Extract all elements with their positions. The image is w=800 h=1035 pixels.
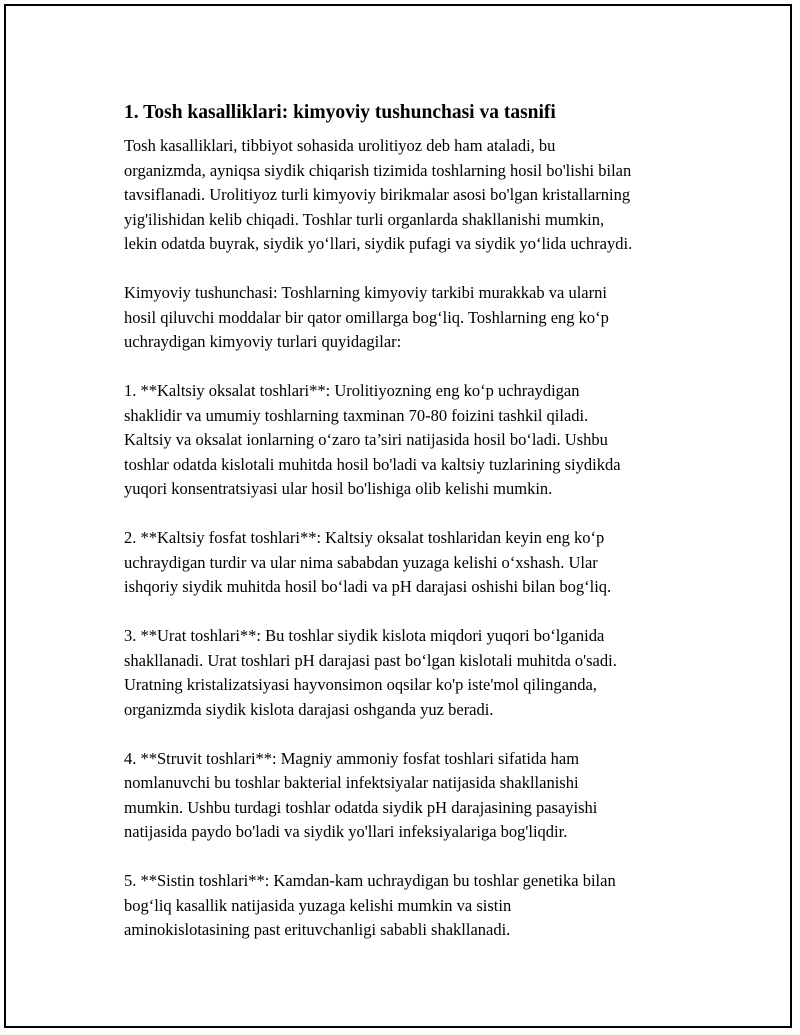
paragraph-line: ishqoriy siydik muhitda hosil bo‘ladi va pH darajasi oshishi bilan bog‘liq. — [124, 577, 612, 596]
paragraph-line: yuqori konsentratsiyasi ular hosil bo'lishiga olib kelishi mumkin. — [124, 479, 553, 498]
paragraph-line: Uratning kristalizatsiyasi hayvonsimon oqsilar ko'p iste'mol qilinganda, — [124, 675, 597, 694]
paragraph-line: shakllanadi. Urat toshlari pH darajasi past bo‘lgan kislotali muhitda o'sadi. — [124, 650, 617, 670]
paragraph-list — [124, 134, 704, 943]
paragraph — [124, 526, 704, 600]
paragraph-line: aminokislotasining past erituvchanligi sababli shakllanadi. — [124, 920, 511, 939]
paragraph — [124, 624, 704, 722]
paragraph-line: natijasida paydo bo'ladi va siydik yo'llari infeksiyalariga bog'liqdir. — [124, 822, 568, 841]
paragraph-line: bog‘liq kasallik natijasida yuzaga kelishi mumkin va sistin — [124, 895, 512, 915]
paragraph-line: 2. **Kaltsiy fosfat toshlari**: Kaltsiy oksalat toshlaridan keyin eng ko‘p — [124, 528, 605, 547]
paragraph-line: organizmda siydik kislota darajasi oshganda yuz beradi. — [124, 699, 494, 719]
document-title: 1. Tosh kasalliklari: kimyoviy tushunchasi va tasnifi — [124, 102, 556, 123]
paragraph-line: 3. **Urat toshlari**: Bu toshlar siydik kislota miqdori yuqori bo‘lganida — [124, 626, 605, 645]
paragraph-line: nomlanuvchi bu toshlar bakterial infektsiyalar natijasida shakllanishi — [124, 773, 579, 792]
document-body — [124, 100, 704, 967]
paragraph-line: hosil qiluvchi moddalar bir qator omillarga bog‘liq. Toshlarning eng ko‘p — [124, 307, 609, 327]
paragraph-line: organizmda, ayniqsa siydik chiqarish tizimida toshlarning hosil bo'lishi bilan — [124, 160, 632, 180]
paragraph-line: mumkin. Ushbu turdagi toshlar odatda siydik pH darajasining pasayishi — [124, 797, 598, 817]
paragraph-line: shaklidir va umumiy toshlarning taxminan 70-80 foizini tashkil qiladi. — [124, 405, 589, 425]
paragraph-line: 4. **Struvit toshlari**: Magniy ammoniy fosfat toshlari sifatida ham — [124, 748, 580, 768]
page-frame — [4, 4, 792, 1028]
paragraph-line: uchraydigan turdir va ular nima sababdan yuzaga kelishi o‘xshash. Ular — [124, 552, 598, 572]
paragraph-line: lekin odatda buyrak, siydik yo‘llari, siydik pufagi va siydik yo‘lida uchraydi. — [124, 234, 633, 253]
paragraph-line: tavsiflanadi. Urolitiyoz turli kimyoviy birikmalar asosi bo'lgan kristallarning — [124, 185, 631, 204]
paragraph — [124, 747, 704, 845]
paragraph-line: uchraydigan kimyoviy turlari quyidagilar: — [124, 332, 402, 351]
paragraph — [124, 134, 704, 257]
paragraph-line: Kimyoviy tushunchasi: Toshlarning kimyoviy tarkibi murakkab va ularni — [124, 283, 607, 302]
paragraph-line: Tosh kasalliklari, tibbiyot sohasida urolitiyoz deb ham ataladi, bu — [124, 136, 556, 155]
paragraph-line: toshlar odatda kislotali muhitda hosil bo'ladi va kaltsiy tuzlarining siydikda — [124, 454, 621, 474]
paragraph — [124, 869, 704, 943]
paragraph-line: 1. **Kaltsiy oksalat toshlari**: Urolitiyozning eng ko‘p uchraydigan — [124, 381, 580, 400]
paragraph-line: Kaltsiy va oksalat ionlarning o‘zaro ta’siri natijasida hosil bo‘ladi. Ushbu — [124, 430, 608, 449]
paragraph-line: 5. **Sistin toshlari**: Kamdan-kam uchraydigan bu toshlar genetika bilan — [124, 871, 616, 890]
paragraph — [124, 281, 704, 355]
paragraph-line: yig'ilishidan kelib chiqadi. Toshlar turli organlarda shakllanishi mumkin, — [124, 209, 605, 229]
paragraph — [124, 379, 704, 502]
